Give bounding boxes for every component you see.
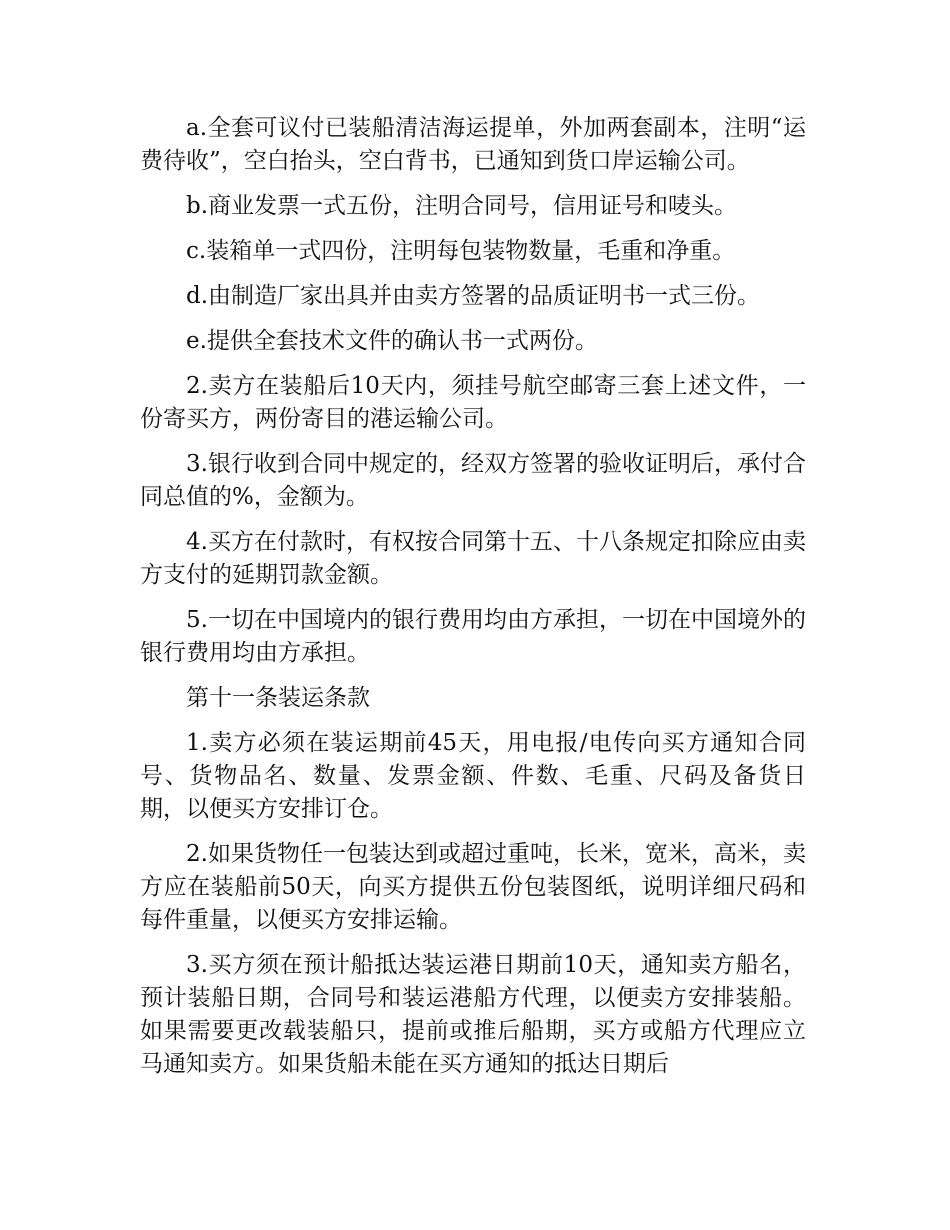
paragraph-penalty-deduction: 4.买方在付款时，有权按合同第十五、十八条规定扣除应由卖方支付的延期罚款金额。 bbox=[140, 529, 806, 588]
paragraph-quality-certificate: d.由制造厂家出具并由卖方签署的品质证明书一式三份。 bbox=[186, 283, 761, 309]
paragraph-packing-list: c.装箱单一式四份，注明每包装物数量，毛重和净重。 bbox=[186, 238, 736, 264]
paragraph-shipping-notice: 1.卖方必须在装运期前45天，用电报/电传向买方通知合同号、货物品名、数量、发票金额、件数、毛重、尺码及备货日期，以便买方安排订仓。 bbox=[140, 730, 806, 822]
paragraph-vessel-notice: 3.买方须在预计船抵达装运港日期前10天，通知卖方船名，预计装船日期，合同号和装运港船方代理，以便卖方安排装船。如果需要更改载装船只，提前或推后船期，买方或船方代理应立马通知卖方。如果货船未能在买方通知的抵达日期后 bbox=[140, 952, 806, 1077]
paragraph-oversize-package: 2.如果货物任一包装达到或超过重吨，长米，宽米，高米，卖方应在装船前50天，向买方提供五份包装图纸，说明详细尺码和每件重量，以便买方安排运输。 bbox=[140, 841, 806, 933]
section-heading-shipping-terms: 第十一条装运条款 bbox=[186, 685, 370, 711]
paragraph-bill-of-lading: a.全套可议付已装船清洁海运提单，外加两套副本，注明“运费待收”，空白抬头，空白背书，已通知到货口岸运输公司。 bbox=[140, 115, 806, 174]
paragraph-commercial-invoice: b.商业发票一式五份，注明合同号，信用证号和唛头。 bbox=[186, 193, 738, 219]
document-page bbox=[140, 112, 806, 1093]
paragraph-airmail-documents: 2.卖方在装船后10天内，须挂号航空邮寄三套上述文件，一份寄买方，两份寄目的港运输公司。 bbox=[140, 373, 806, 432]
paragraph-bank-payment: 3.银行收到合同中规定的，经双方签署的验收证明后，承付合同总值的%，金额为。 bbox=[140, 451, 806, 510]
paragraph-bank-charges: 5.一切在中国境内的银行费用均由方承担，一切在中国境外的银行费用均由方承担。 bbox=[140, 607, 806, 666]
paragraph-technical-docs: e.提供全套技术文件的确认书一式两份。 bbox=[186, 328, 598, 354]
